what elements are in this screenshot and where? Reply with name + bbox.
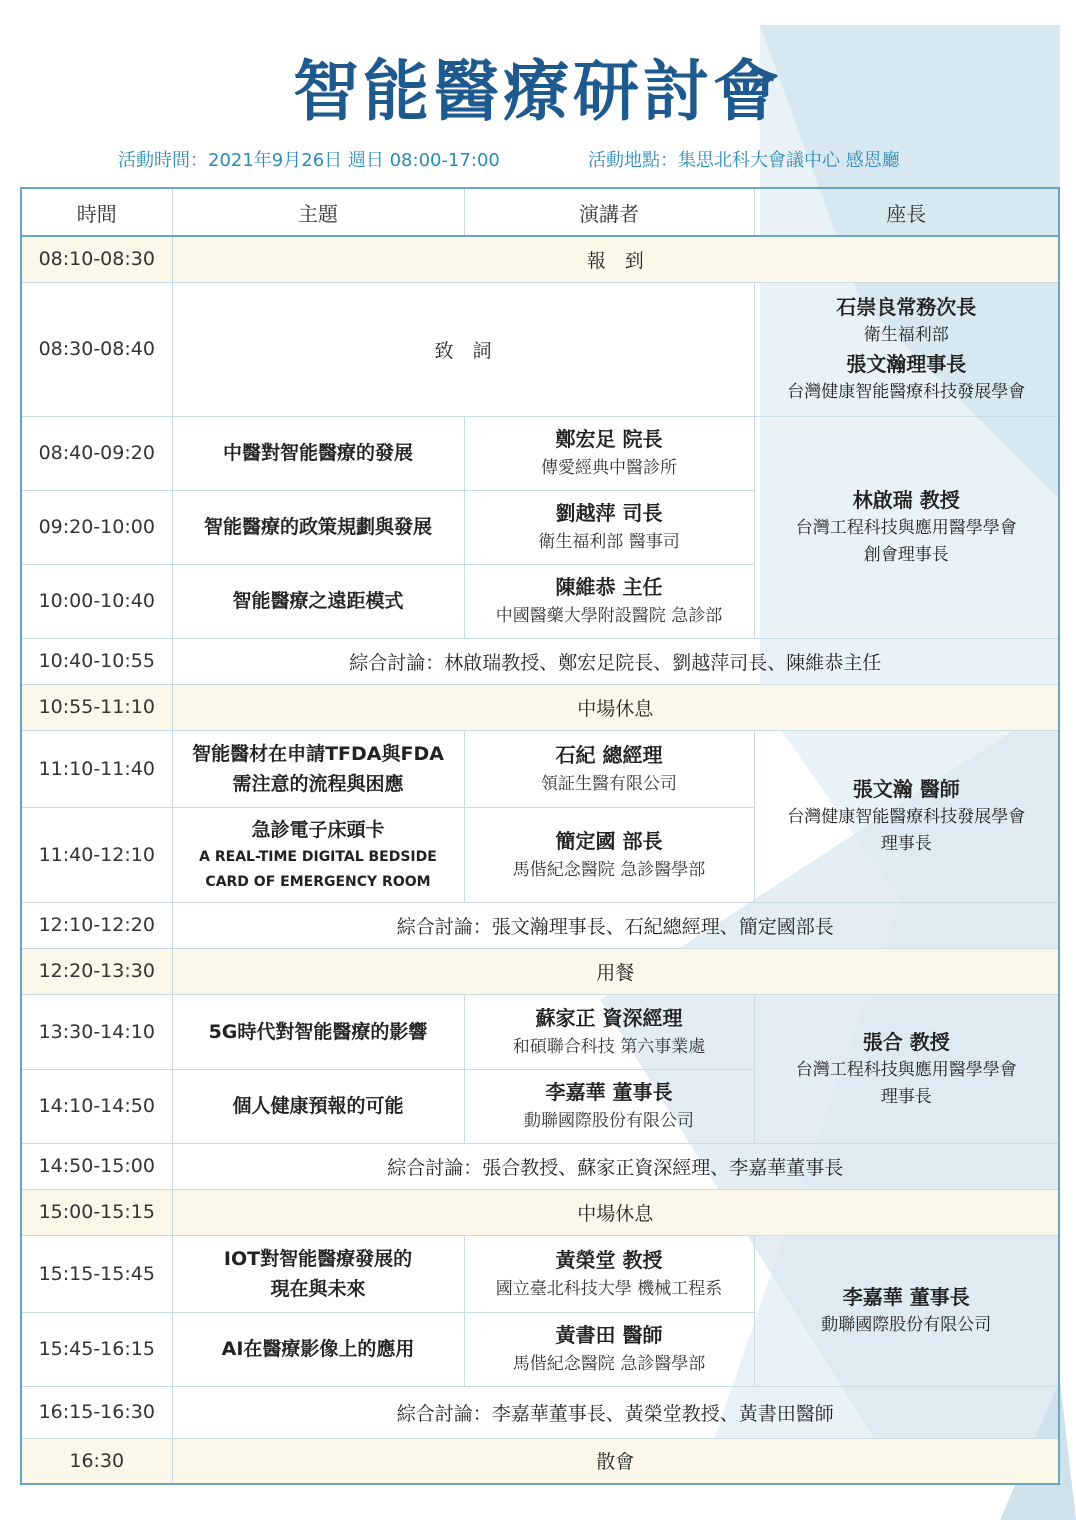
row-time: 08:30-08:40	[21, 282, 172, 416]
speaker-cell	[464, 1069, 754, 1143]
table-row	[21, 236, 1059, 282]
chair-cell	[754, 1235, 1059, 1386]
row-time: 11:10-11:40	[21, 730, 172, 807]
row-time: 15:00-15:15	[21, 1189, 172, 1235]
row-time: 14:10-14:50	[21, 1069, 172, 1143]
topic-line: 現在與未來	[270, 1277, 366, 1300]
chair-name: 石崇良常務次長	[836, 295, 977, 319]
chair-org: 動聯國際股份有限公司	[821, 1315, 992, 1335]
row-event: 用餐	[172, 948, 1059, 994]
row-time: 11:40-12:10	[21, 807, 172, 902]
table-row	[21, 416, 1059, 490]
row-time: 16:30	[21, 1438, 172, 1484]
row-time: 13:30-14:10	[21, 994, 172, 1069]
speaker-cell	[464, 416, 754, 490]
row-topic: 5G時代對智能醫療的影響	[172, 994, 464, 1069]
speaker-org: 中國醫藥大學附設醫院 急診部	[495, 606, 723, 626]
row-discussion: 綜合討論：張合教授、蘇家正資深經理、李嘉華董事長	[172, 1143, 1059, 1189]
speaker-cell	[464, 807, 754, 902]
topic-english-line: CARD OF EMERGENCY ROOM	[205, 873, 431, 890]
event-time: 活動時間：2021年9月26日 週日 08:00-17:00	[118, 150, 500, 171]
row-topic: AI在醫療影像上的應用	[172, 1312, 464, 1386]
table-row	[21, 684, 1059, 730]
header-speaker: 演講者	[464, 188, 754, 236]
chair-title: 理事長	[880, 834, 932, 854]
topic-line: 需注意的流程與困應	[232, 772, 404, 795]
chair-org: 台灣健康智能醫療科技發展學會	[787, 382, 1026, 402]
chair-org: 台灣工程科技與應用醫學學會	[795, 1059, 1017, 1080]
chair-org: 台灣工程科技與應用醫學學會	[795, 518, 1017, 538]
speaker-name: 陳維恭 主任	[555, 575, 663, 599]
row-time: 15:15-15:45	[21, 1235, 172, 1312]
topic-english-line: A REAL-TIME DIGITAL BEDSIDE	[199, 848, 437, 865]
header-topic: 主題	[172, 188, 464, 236]
row-event: 中場休息	[172, 684, 1059, 730]
row-time: 15:45-16:15	[21, 1312, 172, 1386]
topic-line: 急診電子床頭卡	[251, 818, 385, 841]
table-row	[21, 994, 1059, 1069]
speaker-cell	[464, 1312, 754, 1386]
speaker-org: 馬偕紀念醫院 急診醫學部	[512, 859, 706, 880]
row-topic	[172, 730, 464, 807]
page-title: 智能醫療研討會	[293, 53, 783, 130]
speaker-org: 動聯國際股份有限公司	[524, 1111, 694, 1131]
speaker-org: 國立臺北科技大學 機械工程系	[495, 1278, 723, 1299]
speaker-org: 衛生福利部 醫事司	[538, 532, 680, 552]
row-time: 14:50-15:00	[21, 1143, 172, 1189]
row-discussion: 綜合討論：張文瀚理事長、石紀總經理、簡定國部長	[172, 902, 1059, 948]
chair-cell	[754, 416, 1059, 638]
header-time: 時間	[21, 188, 172, 236]
speaker-cell	[464, 994, 754, 1069]
row-time: 09:20-10:00	[21, 490, 172, 564]
chair-name: 張文瀚理事長	[846, 352, 967, 376]
speaker-org: 傳愛經典中醫診所	[541, 458, 677, 478]
row-time: 10:40-10:55	[21, 638, 172, 684]
speaker-org: 和碩聯合科技 第六事業處	[512, 1036, 706, 1057]
chair-name: 林啟瑞 教授	[852, 488, 960, 512]
row-topic	[172, 807, 464, 902]
table-row	[21, 1438, 1059, 1484]
speaker-org: 領証生醫有限公司	[541, 773, 677, 794]
speaker-name: 李嘉華 董事長	[545, 1080, 673, 1104]
speaker-name: 石紀 總經理	[555, 742, 663, 767]
table-row	[21, 1189, 1059, 1235]
chair-org: 台灣健康智能醫療科技發展學會	[787, 807, 1026, 827]
speaker-name: 黃書田 醫師	[555, 1323, 663, 1347]
row-time: 16:15-16:30	[21, 1386, 172, 1438]
speaker-name: 黃榮堂 教授	[555, 1247, 663, 1272]
speaker-cell	[464, 730, 754, 807]
row-time: 08:10-08:30	[21, 236, 172, 282]
topic-line: 智能醫材在申請TFDA與FDA	[192, 742, 444, 765]
table-row	[21, 730, 1059, 807]
row-event: 報 到	[172, 236, 1059, 282]
table-row	[21, 638, 1059, 684]
row-discussion: 綜合討論：林啟瑞教授、鄭宏足院長、劉越萍司長、陳維恭主任	[172, 638, 1059, 684]
row-topic: 智能醫療的政策規劃與發展	[172, 490, 464, 564]
row-event: 致 詞	[172, 282, 754, 416]
chair-cell	[754, 282, 1059, 416]
speaker-name: 蘇家正 資深經理	[535, 1005, 683, 1030]
speaker-cell	[464, 564, 754, 638]
speaker-name: 簡定國 部長	[555, 828, 663, 853]
speaker-name: 劉越萍 司長	[555, 501, 663, 525]
table-row	[21, 1386, 1059, 1438]
row-topic: 智能醫療之遠距模式	[172, 564, 464, 638]
row-time: 10:00-10:40	[21, 564, 172, 638]
header-chair: 座長	[754, 188, 1059, 236]
schedule-table	[20, 187, 1060, 1485]
row-time: 08:40-09:20	[21, 416, 172, 490]
chair-title: 創會理事長	[863, 545, 949, 565]
speaker-org: 馬偕紀念醫院 急診醫學部	[512, 1354, 706, 1374]
row-topic	[172, 1235, 464, 1312]
row-topic: 中醫對智能醫療的發展	[172, 416, 464, 490]
table-row	[21, 1235, 1059, 1312]
chair-name: 張合 教授	[862, 1029, 950, 1054]
chair-name: 李嘉華 董事長	[842, 1285, 970, 1309]
chair-org: 衛生福利部	[863, 325, 949, 345]
speaker-name: 鄭宏足 院長	[555, 427, 663, 451]
chair-cell	[754, 730, 1059, 902]
chair-title: 理事長	[880, 1086, 932, 1107]
row-time: 10:55-11:10	[21, 684, 172, 730]
header-row	[21, 188, 1059, 236]
row-time: 12:20-13:30	[21, 948, 172, 994]
table-row	[21, 282, 1059, 416]
topic-line: IOT對智能醫療發展的	[223, 1247, 413, 1270]
table-row	[21, 948, 1059, 994]
event-place: 活動地點：集思北科大會議中心 感恩廳	[588, 150, 900, 171]
row-discussion: 綜合討論：李嘉華董事長、黃榮堂教授、黃書田醫師	[172, 1386, 1059, 1438]
row-event: 散會	[172, 1438, 1059, 1484]
row-event: 中場休息	[172, 1189, 1059, 1235]
row-topic: 個人健康預報的可能	[172, 1069, 464, 1143]
table-row	[21, 902, 1059, 948]
chair-name: 張文瀚 醫師	[852, 777, 960, 801]
chair-cell	[754, 994, 1059, 1143]
row-time: 12:10-12:20	[21, 902, 172, 948]
speaker-cell	[464, 1235, 754, 1312]
table-row	[21, 1143, 1059, 1189]
speaker-cell	[464, 490, 754, 564]
